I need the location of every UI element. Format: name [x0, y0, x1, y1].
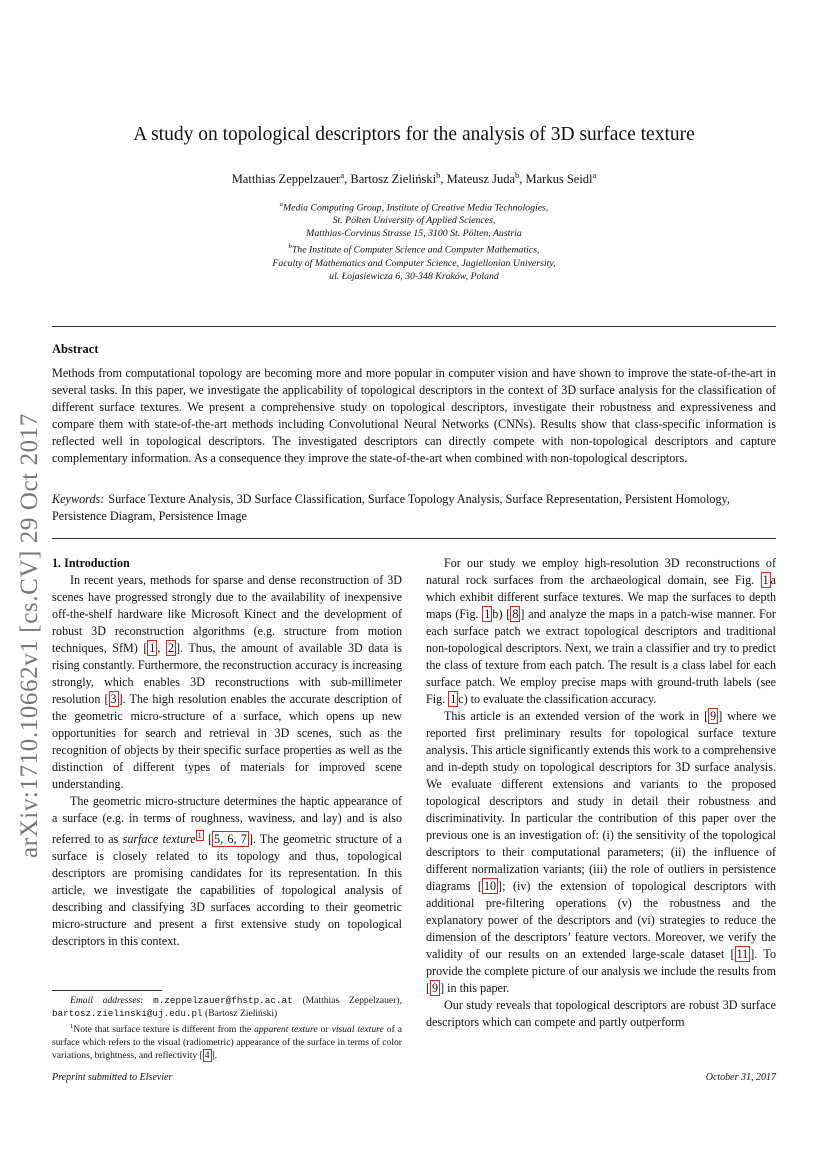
emphasis: visual texture: [331, 1024, 384, 1036]
affiliation-line: Matthias-Corvinus Strasse 15, 3100 St. Pölten, Austria: [306, 228, 522, 240]
citation-link[interactable]: 10: [483, 879, 497, 893]
email-link[interactable]: m.zeppelzauer@fhstp.ac.at: [153, 995, 293, 1006]
citation-link[interactable]: 3: [110, 692, 117, 706]
citation-link[interactable]: 5, 6, 7: [214, 832, 247, 847]
citation-link[interactable]: 4: [204, 1050, 210, 1062]
text-run: where we reported first preliminary results for topological surface texture analysis. This article significantly extends this work to a comprehensive and in-depth study on topological descriptors for 3D surface analysis. We evaluate different extensions and variants to the proposed topological descriptors and study in detail their robustness and discriminativity. In particular the contribution of this paper over the previous one is an investigation of: (i) the sensitivity of the topological descriptors to their computational parameters; (ii) the influence of different normalization variants; (iii) the role of outliers in persistence diagrams: [426, 709, 776, 893]
affiliation-line: [52, 198, 776, 214]
arxiv-identifier: arXiv:1710.10662v1 [cs.CV] 29 Oct 2017: [16, 413, 43, 858]
figure-link[interactable]: 1: [762, 573, 769, 587]
text-run: .: [214, 1050, 218, 1062]
author-affil-mark: a: [592, 170, 597, 180]
paragraph: Our study reveals that topological descriptors are robust 3D surface descriptors which can compete and partly outperform: [426, 998, 776, 1029]
affil-mark: b: [288, 243, 292, 251]
text-run: ; (iv) the extension of topological descriptors with additional pre-filtering operations (v) the robustness and the explanatory power of the descriptors and (vi) strategies to reduce the dimension of the descriptors’ feature vectors. Moreover, we verify the validity of our results on an extended large-scale dataset: [426, 879, 776, 961]
affiliation-text: Media Computing Group, Institute of Creative Media Technologies,: [283, 202, 549, 214]
citation-link[interactable]: 8: [512, 607, 519, 621]
arxiv-sidebar-stamp: [14, 360, 50, 860]
citation-link[interactable]: 9: [432, 981, 439, 995]
affiliation-line: St. Pölten University of Applied Sciences,: [332, 215, 496, 227]
footnote-link[interactable]: 1: [197, 831, 202, 840]
text-run: In recent years, methods for sparse and dense reconstruction of 3D scenes have progressed strongly due to the availability of inexpensive off-the-shelf hardware like Microsoft Kinect and the development of robust 3D reconstruction algorithms (e.g. structure from motion techniques, SfM): [52, 573, 402, 655]
section-number: 1.: [52, 556, 62, 570]
text-run: . Thus, the amount of available 3D data is rising constantly. Furthermore, the reconstruction accuracy is increasing strongly, which enables 3D reconstructions with sub-millimeter resolution: [52, 641, 402, 706]
text-run: . The geometric structure of a surface is closely related to its topology and thus, topological descriptors are promising candidates for its representation. In this article, we investigate the capabilities of topological analysis of describing and classifying 3D surfaces according to their geometric micro-structure and present a first extensive study on topological descriptors in this context.: [52, 832, 402, 949]
footnotes: [52, 994, 402, 1062]
text-run: in this paper.: [447, 981, 510, 995]
affiliation-text: The Institute of Computer Science and Computer Mathematics,: [291, 244, 540, 256]
footnote-number: 1: [70, 1023, 74, 1030]
affiliations: [52, 198, 776, 283]
text-run: or: [320, 1024, 329, 1036]
affiliation-line: [52, 240, 776, 256]
citation-link[interactable]: 9: [710, 709, 717, 723]
emphasis: apparent texture: [254, 1024, 318, 1036]
author-affil-mark: b: [436, 170, 441, 180]
top-rule: [52, 326, 776, 327]
text-run: This article is an extended version of the work in: [444, 709, 700, 723]
right-column: [426, 555, 776, 1031]
keywords: [52, 491, 776, 525]
author-affil-mark: a: [340, 170, 345, 180]
footnote-rule: [52, 990, 162, 991]
author-name: Matthias Zeppelzauer: [231, 172, 341, 187]
abstract-heading: Abstract: [52, 342, 99, 356]
paragraph: In recent years, methods for sparse and dense reconstruction of 3D scenes have progressed strongly due to the availability of inexpensive off-the-shelf hardware like Microsoft Kinect and the development of robust 3D reconstruction algorithms (e.g. structure from motion techniques, SfM) [ 1 , 2 ]. Thus, the amount of available 3D data is rising constantly. Furthermore, the reconstruction accuracy is increasing strongly, which enables 3D reconstructions with sub-millimeter resolution [ 3 ]. The high resolution enables the accurate description of the geometric micro-structure of a surface, which opens up new opportunities for search and retrieval in 3D scenes, such as the recognition of objects by their specific surface properties as well as the distinction of different types of materials for improved scene understanding.: [52, 573, 402, 791]
text-run: of a surface which refers to the visual (radiometric) appearance of the surface in terms of color variations, brightness, and reflectivity: [52, 1024, 402, 1062]
citation-link[interactable]: 11: [736, 947, 749, 961]
email-owner: (Bartosz Zieliński): [205, 1008, 278, 1019]
author-name: Bartosz Zieliński: [350, 172, 437, 187]
text-run: a which exhibit different surface textures. We map the surfaces to depth maps (Fig.: [426, 573, 776, 621]
figure-link[interactable]: 1: [484, 607, 491, 621]
text-run: The geometric micro-structure determines the haptic appearance of a surface (e.g. in terms of roughness, waviness, and lay) and is also referred to as: [52, 794, 402, 847]
citation-link[interactable]: 1: [149, 641, 156, 655]
footer-preprint-note: Preprint submitted to Elsevier: [52, 1072, 173, 1083]
text-run: b): [492, 607, 503, 621]
text-run: . The high resolution enables the accurate description of the geometric micro-structure of a surface, which opens up new opportunities for search and retrieval in 3D scenes, such as the recognition of objects by their specific surface properties as well as the distinction of different types of materials for improved scene understanding.: [52, 692, 402, 791]
footer-date: October 31, 2017: [705, 1072, 776, 1083]
text-run: Note that surface texture is different from the: [73, 1024, 252, 1036]
keywords-text: Surface Texture Analysis, 3D Surface Classification, Surface Topology Analysis, Surface Representation, Persistent Homology, Persistence Diagram, Persistence Image: [52, 492, 730, 523]
text-run: For our study we employ high-resolution 3D reconstructions of natural rock surfaces from the archaeological domain, see Fig.: [426, 556, 776, 587]
abstract-bottom-rule: [52, 538, 776, 539]
footnote-1: $^1$Note that surface texture is different from the apparent texture or visual texture of a surface which refers to the visual (radiometric) appearance of the surface in terms of color variations, brightness, and reflectivity [ 4 ].: [52, 1023, 402, 1062]
affiliation-line: Faculty of Mathematics and Computer Science, Jagiellonian University,: [272, 257, 556, 269]
author-list: Matthias Zeppelzauer$^a$, Bartosz Zieliński$^b$, Mateusz Juda$^b$, Markus Seidl$^a$: [231, 170, 597, 187]
email-link[interactable]: bartosz.zielinski@uj.edu.pl: [52, 1008, 203, 1019]
paragraph: For our study we employ high-resolution 3D reconstructions of natural rock surfaces from the archaeological domain, see Fig. 1 a which exhibit different surface textures. We map the surfaces to depth maps (Fig. 1 b) [ 8 ] and analyze the maps in a patch-wise manner. For each surface patch we extract topological descriptors and traditional non-topological descriptors. Next, we train a classifier and try to predict the class of texture from each patch. The result is a class label for each surface patch. We employ precise maps with ground-truth labels (see Fig. 1 c) to evaluate the classification accuracy.: [426, 556, 776, 706]
abstract-text: Methods from computational topology are becoming more and more popular in computer vision and have shown to improve the state-of-the-art in several tasks. In this paper, we investigate the applicability of topological descriptors in the context of 3D surface analysis for the classification of different surface textures. We present a comprehensive study on topological descriptors, investigate their robustness and expressiveness and compare them with state-of-the-art methods including Convolutional Neural Networks (CNNs). Results show that class-specific information is reflected well in topological descriptors. The investigated descriptors can directly compete with non-topological descriptors and capture complementary information. As a consequence they improve the state-of-the-art when combined with non-topological descriptors.: [52, 366, 776, 465]
author-name: Markus Seidl: [525, 172, 593, 187]
left-column: [52, 555, 402, 950]
citation-link[interactable]: 2: [167, 641, 174, 655]
author-affil-mark: b: [515, 170, 520, 180]
keywords-label: Keywords:: [52, 492, 105, 506]
email-owner: (Matthias Zeppelzauer),: [302, 995, 402, 1006]
emphasis: surface texture: [122, 832, 196, 847]
affil-mark: a: [279, 201, 283, 208]
paper-title: A study on topological descriptors for the analysis of 3D surface texture: [133, 124, 695, 145]
text-run: . To provide the complete picture of our analysis we include the results from: [426, 947, 776, 978]
paragraph: This article is an extended version of the work in [ 9 ] where we reported first preliminary results for topological surface texture analysis. This article significantly extends this work to a comprehensive and in-depth study on topological descriptors for 3D surface analysis. We evaluate different extensions and variants to the proposed topological descriptors and study in detail their robustness and discriminativity. In particular the contribution of this paper over the previous one is an investigation of: (i) the sensitivity of the topological descriptors to their computational parameters; (ii) the influence of different normalization variants; (iii) the role of outliers in persistence diagrams [ 10 ]; (iv) the extension of topological descriptors with additional pre-filtering operations (v) the robustness and the explanatory power of the descriptors and (vi) strategies to reduce the dimension of the descriptors’ feature vectors. Moreover, we verify the validity of our results on an extended large-scale dataset [ 11 ]. To provide the complete picture of our analysis we include the results from [ 9 ] in this paper.: [426, 709, 776, 995]
section-heading: [52, 555, 402, 572]
email-footnote: [52, 994, 402, 1020]
text-run: and analyze the maps in a patch-wise manner. For each surface patch we extract topological descriptors and traditional non-topological descriptors. Next, we train a classifier and try to predict the class of texture from each patch. The result is a class label for each surface patch. We employ precise maps with ground-truth labels (see Fig.: [426, 607, 776, 706]
figure-link[interactable]: 1: [450, 692, 457, 706]
affiliation-line: ul. Łojasiewicza 6, 30-348 Kraków, Poland: [329, 270, 499, 282]
text-run: c) to evaluate the classification accuracy.: [458, 692, 657, 706]
author-name: Mateusz Juda: [446, 172, 515, 187]
section-title: Introduction: [64, 556, 130, 570]
paragraph: The geometric micro-structure determines the haptic appearance of a surface (e.g. in terms of roughness, waviness, and lay) and is also referred to as surface texture $^1$ [ 5, 6, 7 ]. The geometric structure of a surface is closely related to its topology and thus, topological descriptors are promising candidates for its representation. In this article, we investigate the capabilities of topological analysis of describing and classifying 3D surfaces according to their geometric micro-structure and present a first extensive study on topological descriptors in this context.: [52, 794, 402, 949]
email-label: Email addresses:: [70, 995, 144, 1006]
